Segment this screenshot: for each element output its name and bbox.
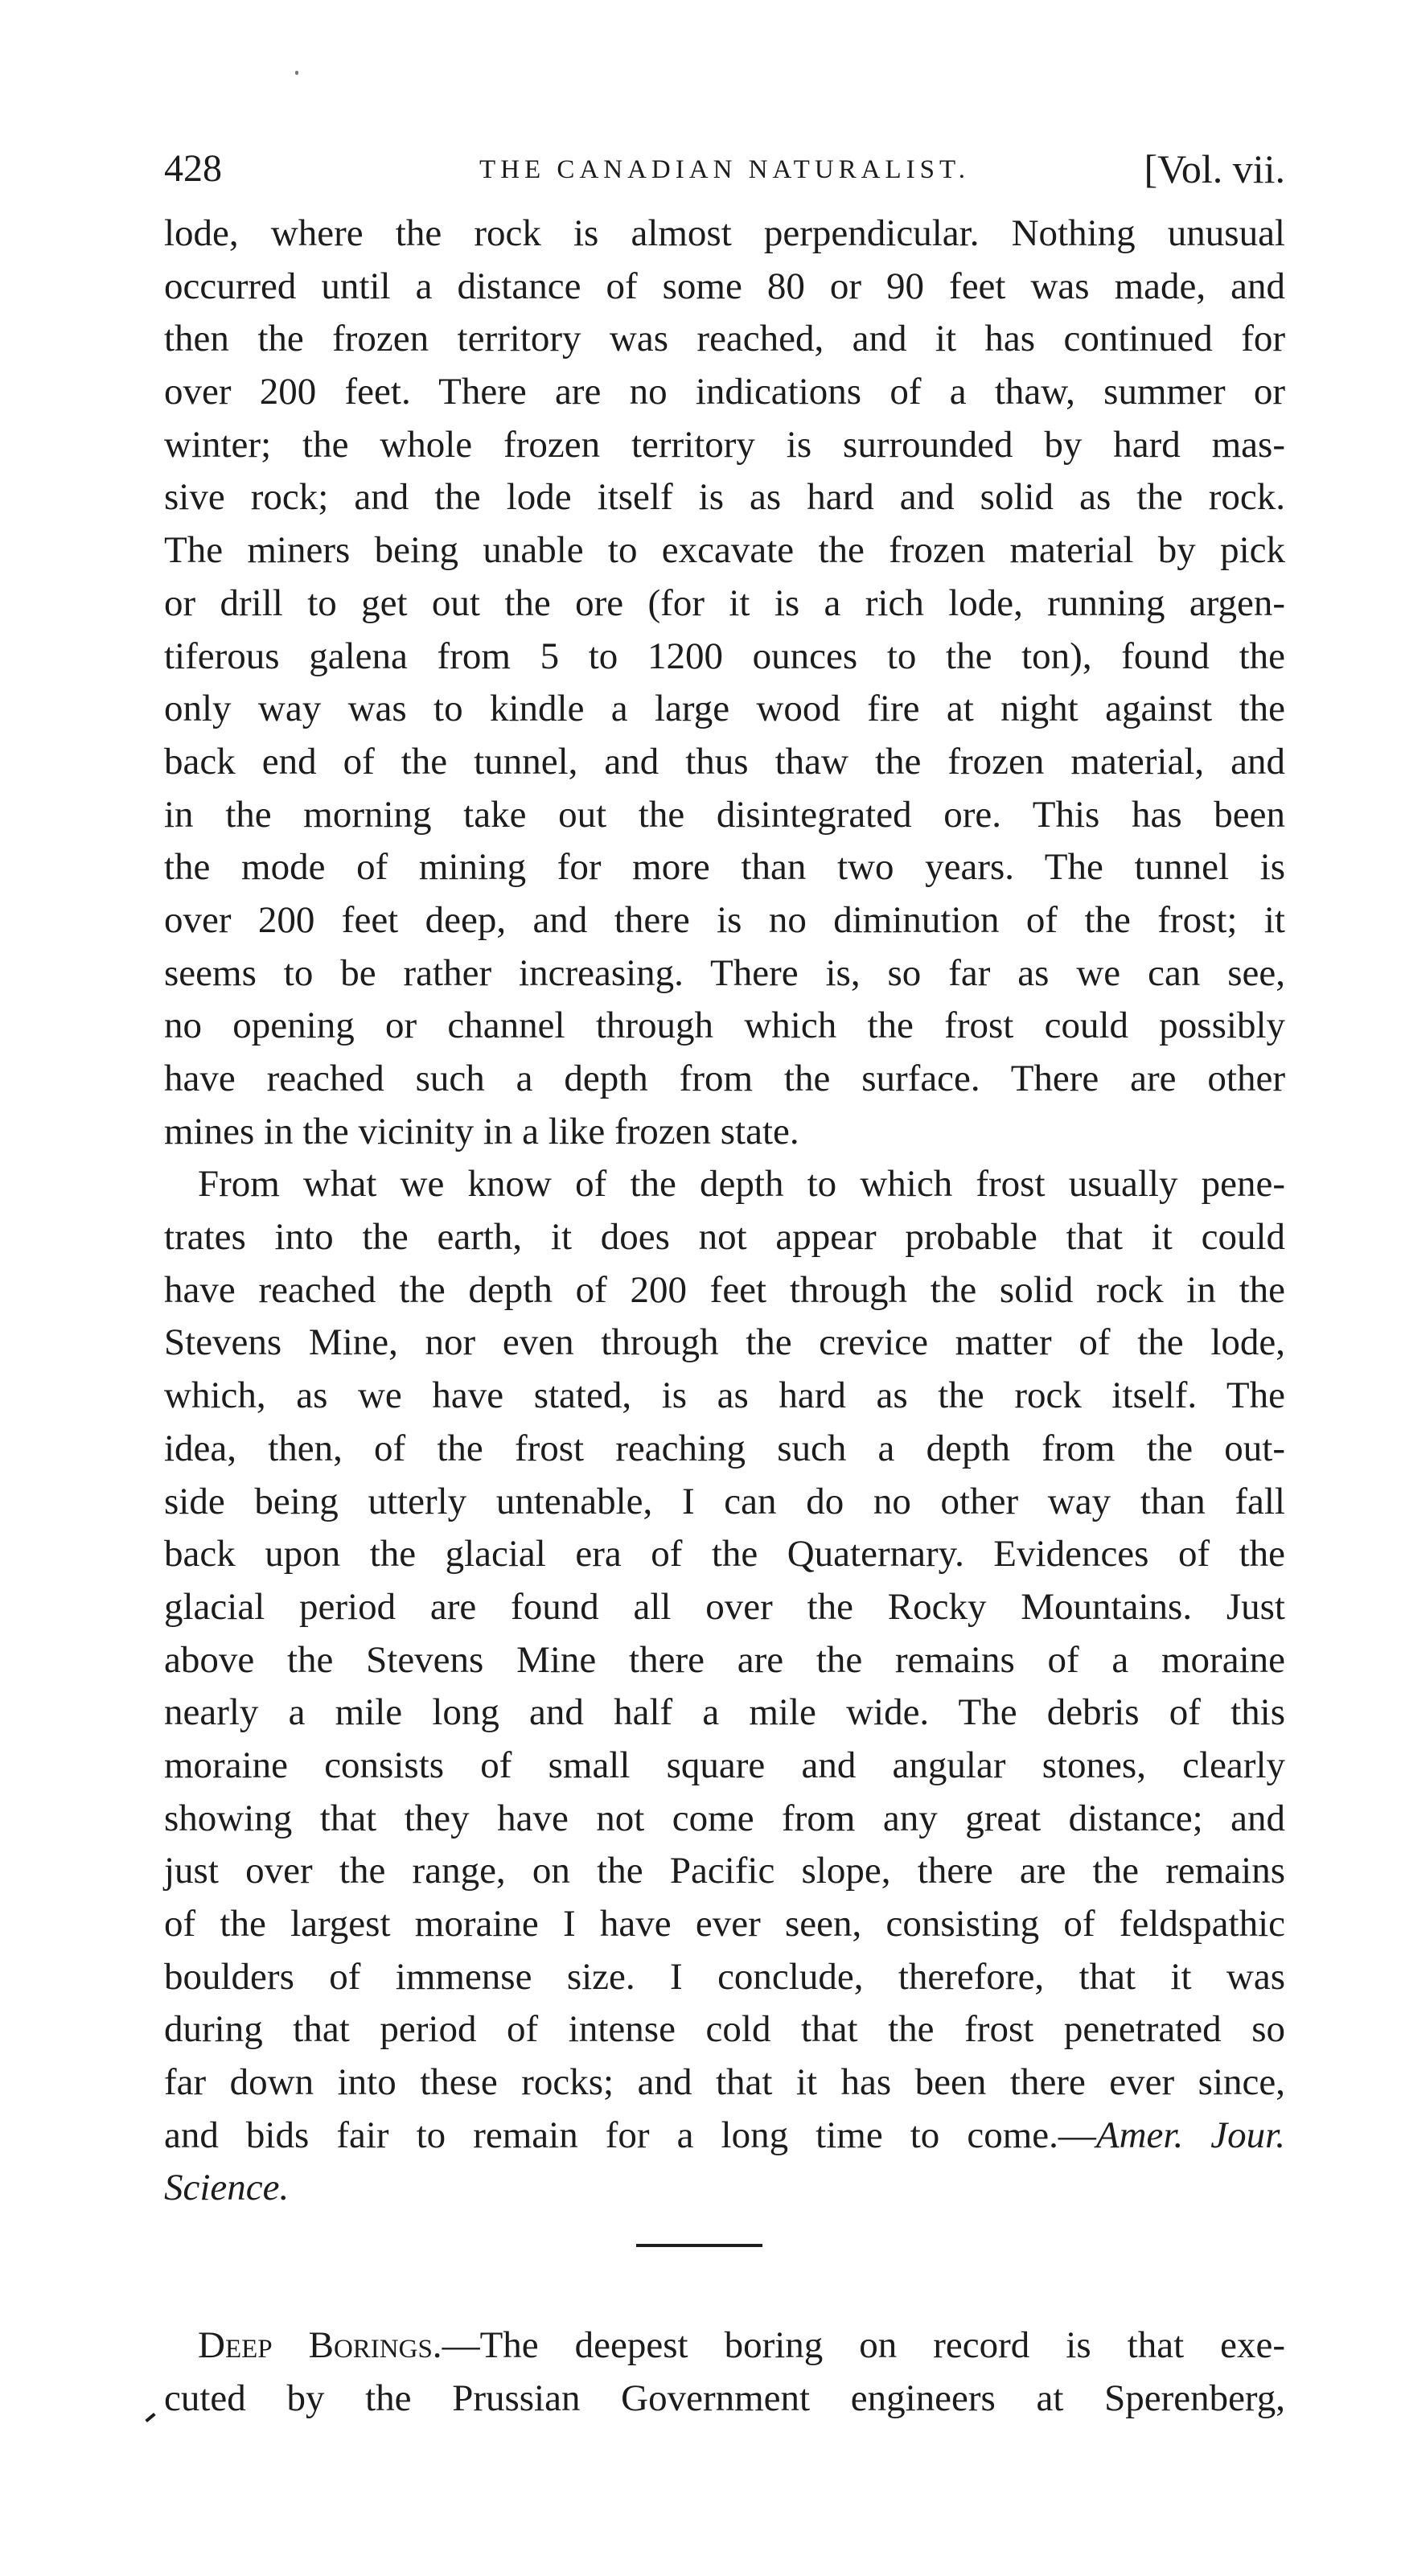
text-line: Stevens Mine, nor even through the crevice matter of the lode, [164, 1321, 1285, 1364]
article-body [164, 207, 1285, 2426]
divider-rule [636, 2244, 762, 2247]
text-line: nearly a mile long and half a mile wide. The debris of this [164, 1691, 1285, 1734]
section-text: —The deepest boring on record is that exe- [442, 2324, 1285, 2367]
text-line: no opening or channel through which the frost could possibly [164, 1005, 1285, 1047]
text-line: only way was to kindle a large wood fire at night against the [164, 688, 1285, 730]
paragraph-2 [164, 1158, 1285, 2215]
text-line: in the morning take out the disintegrated ore. This has been [164, 793, 1285, 836]
citation-source: Amer. Jour. [1095, 2114, 1285, 2156]
print-speck [295, 71, 298, 75]
section-heading: Deep Borings. [198, 2324, 442, 2367]
text-line: or drill to get out the ore (for it is a rich lode, running argen- [164, 581, 1285, 624]
text-line: From what we know of the depth to which frost usually pene- [198, 1163, 1285, 1206]
text-line: over 200 feet. There are no indications of a thaw, summer or [164, 371, 1285, 413]
text-line: occurred until a distance of some 80 or 90 feet was made, and [164, 265, 1285, 307]
text-line: back upon the glacial era of the Quaternary. Evidences of the [164, 1533, 1285, 1576]
paragraph-1 [164, 207, 1285, 1158]
text-line: which, as we have stated, is as hard as the rock itself. The [164, 1374, 1285, 1417]
page-header [164, 141, 1285, 197]
paragraph-3 [164, 2319, 1285, 2425]
volume-label: [Vol. vii. [1144, 146, 1285, 191]
text-line: have reached such a depth from the surface. There are other [164, 1058, 1285, 1099]
page-number: 428 [164, 147, 222, 190]
running-head: THE CANADIAN NATURALIST. [479, 155, 970, 184]
text-line: have reached the depth of 200 feet through the solid rock in the [164, 1268, 1285, 1311]
text-line: lode, where the rock is almost perpendicular. Nothing unusual [164, 212, 1285, 254]
text-line: sive rock; and the lode itself is as hard and solid as the rock. [164, 476, 1285, 519]
text-line: of the largest moraine I have ever seen, consisting of feldspathic [164, 1903, 1285, 1945]
text-line: trates into the earth, it does not appear probable that it could [164, 1216, 1285, 1259]
text-line: mines in the vicinity in a like frozen state. [164, 1110, 799, 1152]
section-divider [164, 2215, 1285, 2319]
text-line: cuted by the Prussian Government engineers at Sperenberg, [164, 2377, 1285, 2419]
text-line: then the frozen territory was reached, and it has continued for [164, 318, 1285, 360]
text-line-with-citation [164, 2110, 1285, 2163]
text-line: above the Stevens Mine there are the remains of a moraine [164, 1638, 1285, 1681]
closing-text: and bids fair to remain for a long time to come.— [164, 2114, 1096, 2156]
citation-line [164, 2162, 1285, 2215]
text-line-with-heading [164, 2319, 1285, 2373]
text-line: The miners being unable to excavate the frozen material by pick [164, 529, 1285, 572]
text-line: winter; the whole frozen territory is surrounded by hard mas- [164, 423, 1285, 466]
citation-source-continued: Science. [164, 2167, 290, 2209]
text-line: tiferous galena from 5 to 1200 ounces to the ton), found the [164, 635, 1285, 677]
text-line: far down into these rocks; and that it has been there ever since, [164, 2061, 1285, 2104]
text-line: during that period of intense cold that the frost penetrated so [164, 2008, 1285, 2051]
text-line: seems to be rather increasing. There is, so far as we can see, [164, 951, 1285, 994]
text-line: just over the range, on the Pacific slope, there are the remains [164, 1850, 1285, 1892]
text-line: over 200 feet deep, and there is no diminution of the frost; it [164, 898, 1285, 941]
stray-mark [145, 2413, 155, 2422]
text-line: side being utterly untenable, I can do no other way than fall [164, 1480, 1285, 1522]
text-line: showing that they have not come from any great distance; and [164, 1797, 1285, 1839]
text-line: the mode of mining for more than two years. The tunnel is [164, 846, 1285, 889]
text-line: moraine consists of small square and angular stones, clearly [164, 1744, 1285, 1786]
text-line: boulders of immense size. I conclude, therefore, that it was [164, 1955, 1285, 1998]
text-line: idea, then, of the frost reaching such a depth from the out- [164, 1427, 1285, 1469]
text-line: glacial period are found all over the Rocky Mountains. Just [164, 1585, 1285, 1628]
text-line: back end of the tunnel, and thus thaw the frozen material, and [164, 740, 1285, 783]
